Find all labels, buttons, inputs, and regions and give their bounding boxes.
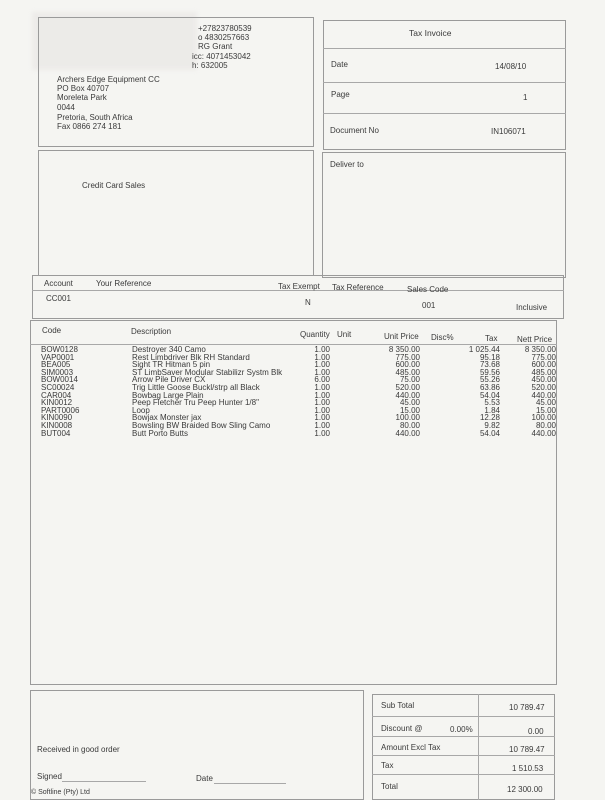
- item-description: Peep Fletcher Tru Peep Hunter 1/8": [132, 398, 259, 408]
- col-header-unit: Unit: [337, 330, 352, 339]
- item-nett-price: 520.00: [531, 382, 556, 392]
- discount-pct: 0.00%: [450, 725, 473, 734]
- signed-line: [62, 781, 146, 782]
- page-label: Page: [331, 90, 350, 99]
- item-tax: 95.18: [479, 352, 500, 362]
- item-tax: 54.04: [479, 390, 500, 400]
- company-address-2: Moreleta Park: [57, 93, 107, 102]
- company-fax: Fax 0866 274 181: [57, 122, 122, 131]
- customer-box: [38, 150, 314, 276]
- item-tax: 1 025.44: [468, 345, 500, 354]
- item-quantity: 1.00: [314, 352, 330, 362]
- item-nett-price: 485.00: [531, 367, 556, 377]
- item-code: PART0006: [41, 405, 80, 415]
- sales-code-value: 001: [422, 301, 436, 310]
- item-nett-price: 80.00: [535, 420, 556, 430]
- partial-line-3: RG Grant: [198, 42, 233, 51]
- softline-text: © Softline (Pty) Ltd: [31, 789, 90, 796]
- item-nett-price: 100.00: [531, 413, 556, 423]
- item-quantity: 1.00: [314, 345, 330, 354]
- date-value: 14/08/10: [495, 62, 527, 71]
- customer-name: Credit Card Sales: [82, 181, 146, 190]
- item-unit-price: 600.00: [395, 360, 420, 370]
- inclusive-label: Inclusive: [516, 303, 548, 312]
- item-nett-price: 600.00: [531, 360, 556, 370]
- date-line: [214, 783, 286, 784]
- company-name: Archers Edge Equipment CC: [57, 75, 160, 84]
- item-quantity: 1.00: [314, 428, 330, 438]
- item-quantity: 1.00: [314, 413, 330, 423]
- tax-exempt-value: N: [305, 298, 311, 307]
- document-label: Document No: [330, 126, 379, 135]
- item-tax: 59.56: [479, 367, 500, 377]
- item-quantity: 1.00: [314, 382, 330, 392]
- item-code: KIN0008: [41, 420, 73, 430]
- col-header-quantity: Quantity: [300, 330, 330, 339]
- item-nett-price: 440.00: [531, 390, 556, 400]
- item-tax: 55.26: [479, 375, 500, 385]
- item-description: Destroyer 340 Camo: [132, 345, 206, 354]
- item-description: Butt Porto Butts: [132, 428, 189, 438]
- col-header-description: Description: [131, 327, 172, 336]
- item-code: BOW0014: [41, 375, 78, 385]
- discount-label: Discount @: [381, 724, 423, 733]
- item-unit-price: 775.00: [395, 352, 420, 362]
- item-unit-price: 80.00: [399, 420, 420, 430]
- company-address-1: PO Box 40707: [57, 84, 110, 93]
- col-header-nett: Nett Price: [517, 335, 553, 344]
- item-code: SIM0003: [41, 367, 74, 377]
- item-description: Loop: [132, 405, 150, 415]
- item-code: BUT004: [41, 428, 71, 438]
- item-unit-price: 45.00: [399, 398, 420, 408]
- item-tax: 54.04: [479, 428, 500, 438]
- item-quantity: 1.00: [314, 398, 330, 408]
- deliver-box: [322, 152, 566, 278]
- item-unit-price: 485.00: [395, 367, 420, 377]
- item-tax: 12.28: [479, 413, 500, 423]
- sales-code-label: Sales Code: [407, 285, 449, 294]
- item-tax: 63.86: [479, 382, 500, 392]
- item-description: Sight TR Hitman 5 pin: [132, 360, 211, 370]
- date-label: Date: [331, 60, 348, 69]
- item-code: KIN0012: [41, 398, 73, 408]
- item-quantity: 1.00: [314, 420, 330, 430]
- item-tax: 5.53: [484, 398, 500, 408]
- partial-line-5: h: 632005: [192, 61, 228, 70]
- quantity-column: [296, 346, 330, 437]
- item-unit-price: 440.00: [395, 390, 420, 400]
- item-unit-price: 440.00: [395, 428, 420, 438]
- item-nett-price: 15.00: [535, 405, 556, 415]
- item-nett-price: 440.00: [531, 428, 556, 438]
- item-description: ST LimbSaver Modular Stabilizr Systm Blk: [132, 367, 283, 377]
- item-tax: 1.84: [484, 405, 500, 415]
- col-header-code: Code: [42, 326, 62, 335]
- item-unit-price: 100.00: [395, 413, 420, 423]
- item-unit-price: 520.00: [395, 382, 420, 392]
- tax-reference-label: Tax Reference: [332, 283, 384, 292]
- item-description: Bowsling BW Braided Bow Sling Camo: [132, 420, 271, 430]
- col-header-unit-price: Unit Price: [384, 332, 419, 341]
- total-label: Total: [381, 782, 398, 791]
- unit-price-column: [370, 346, 420, 437]
- footer-date-label: Date: [196, 774, 213, 783]
- item-unit-price: 8 350.00: [388, 345, 420, 354]
- company-address-3: 0044: [57, 103, 75, 112]
- account-label: Account: [44, 279, 73, 288]
- sub-total-label: Sub Total: [381, 701, 415, 710]
- item-nett-price: 45.00: [535, 398, 556, 408]
- item-description: Trig Little Goose Buckl/strp all Black: [132, 382, 260, 392]
- excl-tax-label: Amount Excl Tax: [381, 743, 441, 752]
- item-tax: 73.68: [479, 360, 500, 370]
- company-address-4: Pretoria, South Africa: [57, 113, 133, 122]
- excl-tax-value: 10 789.47: [509, 745, 545, 754]
- tax-total-value: 1 510.53: [512, 764, 544, 773]
- item-code: BOW0128: [41, 345, 78, 354]
- reference-label: Your Reference: [96, 279, 152, 288]
- received-text: Received in good order: [37, 745, 120, 754]
- item-nett-price: 8 350.00: [524, 345, 556, 354]
- item-code: VAP0001: [41, 352, 75, 362]
- item-quantity: 1.00: [314, 367, 330, 377]
- item-code: CAR004: [41, 390, 72, 400]
- item-description: Bowjax Monster jax: [132, 413, 202, 423]
- tax-total-label: Tax: [381, 761, 394, 770]
- nett-price-column: [502, 346, 556, 437]
- item-quantity: 1.00: [314, 405, 330, 415]
- item-tax: 9.82: [484, 420, 500, 430]
- item-nett-price: 775.00: [531, 352, 556, 362]
- item-nett-price: 450.00: [531, 375, 556, 385]
- item-code: BEA005: [41, 360, 71, 370]
- item-code: SC00024: [41, 382, 75, 392]
- code-column: [41, 346, 121, 437]
- partial-line-4: icc: 4071453042: [192, 52, 251, 61]
- item-description: Bowbag Large Plain: [132, 390, 204, 400]
- item-unit-price: 75.00: [399, 375, 420, 385]
- item-quantity: 1.00: [314, 390, 330, 400]
- item-unit-price: 15.00: [399, 405, 420, 415]
- discount-value: 0.00: [528, 727, 544, 736]
- item-quantity: 1.00: [314, 360, 330, 370]
- signed-label: Signed: [37, 772, 62, 781]
- description-column: [132, 346, 297, 437]
- col-header-disc: Disc%: [431, 333, 454, 342]
- item-code: KIN0090: [41, 413, 73, 423]
- page-value: 1: [523, 93, 528, 102]
- col-header-tax: Tax: [485, 334, 498, 343]
- invoice-title: Tax Invoice: [409, 28, 452, 38]
- item-quantity: 6.00: [314, 375, 330, 385]
- sub-total-value: 10 789.47: [509, 703, 545, 712]
- item-description: Arrow Pile Driver CX: [132, 375, 206, 385]
- tax-column: [454, 346, 500, 437]
- account-value: CC001: [46, 294, 71, 303]
- item-description: Rest Limbdriver Blk RH Standard: [132, 352, 250, 362]
- document-value: IN106071: [491, 127, 526, 136]
- partial-line-2: o 4830257663: [198, 33, 250, 42]
- partial-line-1: +27823780539: [198, 24, 252, 33]
- tax-exempt-label: Tax Exempt: [278, 282, 320, 291]
- total-value: 12 300.00: [507, 785, 543, 794]
- deliver-label: Deliver to: [330, 160, 364, 169]
